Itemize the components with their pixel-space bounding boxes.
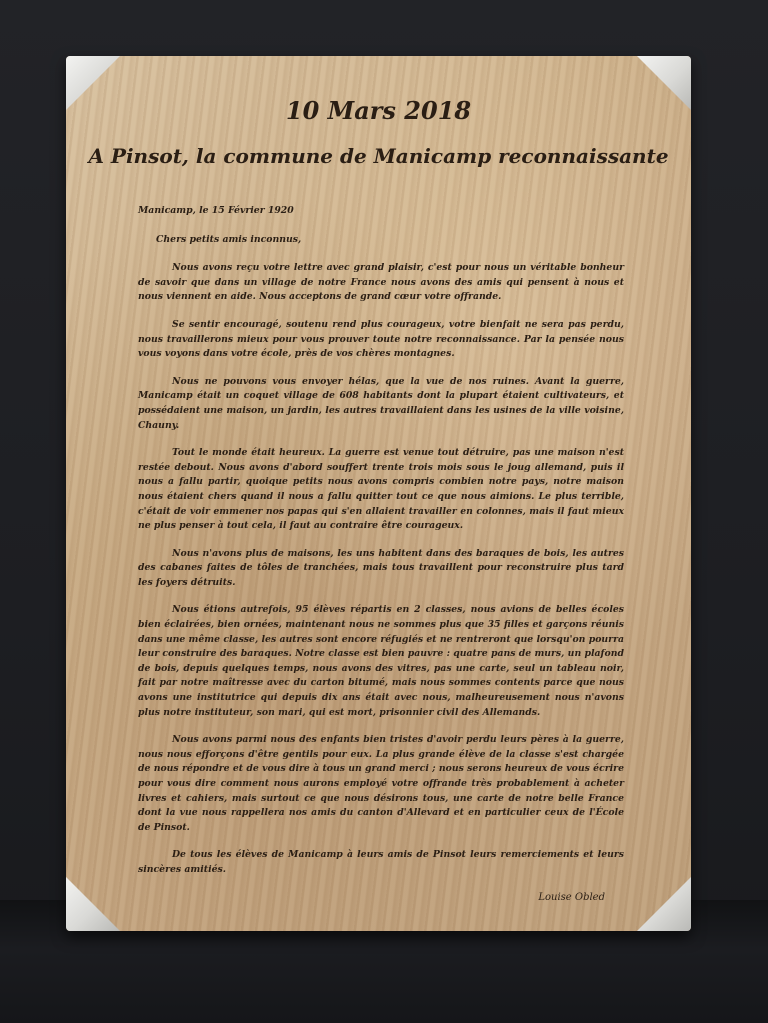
letter-signature: Louise Obled xyxy=(538,892,605,903)
letter-paragraph: Se sentir encouragé, soutenu rend plus courageux, votre bienfait ne sera pas perdu, nous travaillerons mieux pour vous prouver toute notre reconnaissance. Par la pensée nous vous voyons dans votre école, près de vos chères montagnes. xyxy=(138,318,624,360)
corner-clip-bottom-left xyxy=(66,877,120,931)
letter-paragraph: Nous avons reçu votre lettre avec grand plaisir, c'est pour nous un véritable bonheur de savoir que dans un village de notre France nous avons des amis qui pensent à nous et nous viennent en aide. Nous acceptons de grand cœur votre offrande. xyxy=(138,262,624,303)
plaque-date: 10 Mars 2018 xyxy=(285,96,472,125)
letter-greeting: Chers petits amis inconnus, xyxy=(156,233,302,245)
letter-paragraph: Nous étions autrefois, 95 élèves répartis en 2 classes, nous avions de belles écoles bien éclairées, bien ornées, maintenant nous ne sommes plus que 35 filles et garçons réunis dans une même classe, les autres sont encore réfugiés et ne rentreront que lorsqu'on pourra leur construire des baraques. Notre classe est bien pauvre : quatre pans de murs, un plafond de bois, depuis quelques temps, nous avons des vitres, pas une carte, seul un tableau noir, fait par notre maîtresse avec du carton bitumé, mais nous sommes contents parce que nous avons une institutrice qui depuis dix ans était avec nous, malheureusement nous n'avons plus notre instituteur, son mari, qui est mort, prisonnier civil des Allemands. xyxy=(138,604,624,718)
letter-paragraph: Nous ne pouvons vous envoyer hélas, que la vue de nos ruines. Avant la guerre, Manicamp était un coquet village de 608 habitants dont la plupart étaient cultivateurs, et possédaient une maison, un jardin, les autres travaillaient dans les usines de la ville voisine, Chauny. xyxy=(138,375,624,431)
letter-place-date: Manicamp, le 15 Février 1920 xyxy=(138,205,294,216)
letter-paragraph: De tous les élèves de Manicamp à leurs amis de Pinsot leurs remerciements et leurs sincères amitiés. xyxy=(138,849,624,875)
corner-clip-bottom-right xyxy=(637,877,691,931)
letter-paragraph: Nous n'avons plus de maisons, les uns habitent dans des baraques de bois, les autres des cabanes faites de tôles de tranchées, mais tous travaillent pour reconstruire plus tard les foyers détruits. xyxy=(138,547,624,588)
engraved-wood-plaque xyxy=(66,56,691,931)
letter-paragraph: Nous avons parmi nous des enfants bien tristes d'avoir perdu leurs pères à la guerre, nous nous efforçons d'être gentils pour eux. La plus grande élève de la classe s'est chargée de nous répondre et de vous dire à tous un grand merci ; nous serons heureux de vous écrire pour vous dire comment nous aurons employé votre offrande très probablement à acheter livres et cahiers, mais surtout ce que nous désirons tous, une carte de notre belle France dont la vue nous rappellera nos amis du canton d'Allevard et en particulier ceux de l'École de Pinsot. xyxy=(138,734,624,833)
letter-paragraph: Tout le monde était heureux. La guerre est venue tout détruire, pas une maison n'est restée debout. Nous avons d'abord souffert trente trois mois sous le joug allemand, puis il nous a fallu partir, quoique petits nous avons compris combien notre pays, notre maison nous étaient chers quand il nous a fallu quitter tout ce que nous aimions. Le plus terrible, c'était de voir emmener nos papas qui s'en allaient travailler en colonnes, mais il faut mieux ne plus penser à tout cela, il faut au contraire être courageux. xyxy=(138,447,624,532)
plaque-heading: A Pinsot, la commune de Manicamp reconnaissante xyxy=(88,144,669,168)
letter-body xyxy=(138,204,624,891)
